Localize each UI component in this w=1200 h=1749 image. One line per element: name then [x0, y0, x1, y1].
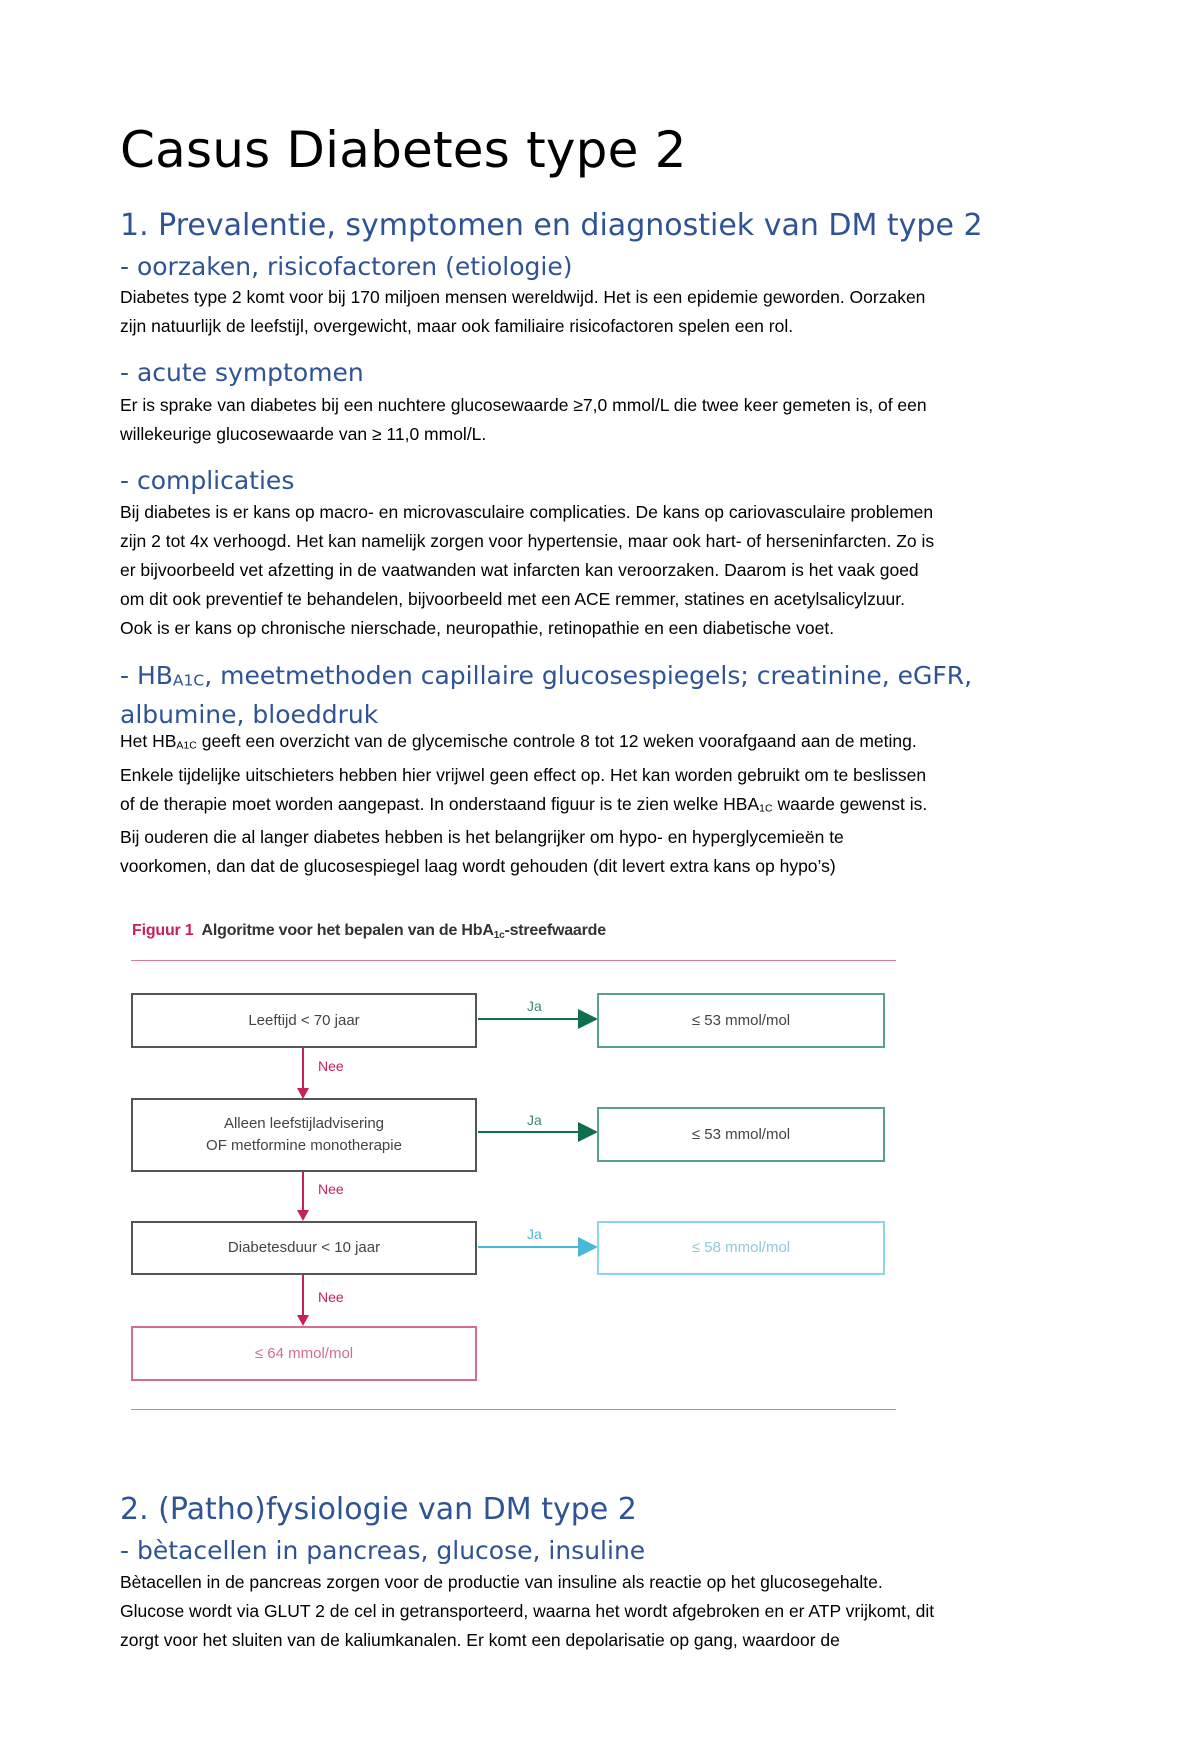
figure-top-rule — [131, 960, 896, 961]
text-line: er bijvoorbeeld vet afzetting in de vaatwanden wat infarcten kan veroorzaken. Daarom is het vaak goed — [120, 560, 919, 580]
subheading-betacellen: - bètacellen in pancreas, glucose, insuline — [120, 1536, 646, 1565]
section-1-heading: 1. Prevalentie, symptomen en diagnostiek van DM type 2 — [120, 208, 983, 243]
target-text: ≤ 53 mmol/mol — [691, 1125, 791, 1143]
condition-box-duration — [131, 1221, 477, 1275]
condition-text: Diabetesduur < 10 jaar — [227, 1239, 381, 1256]
heading-part: , meetmethoden capillaire glucosespiegels; creatinine, eGFR, — [204, 661, 973, 690]
condition-box-therapy — [131, 1098, 477, 1172]
no-label-2: Nee — [318, 1181, 344, 1197]
no-label-1: Nee — [318, 1058, 344, 1074]
target-text: ≤ 64 mmol/mol — [254, 1344, 354, 1362]
target-box-2 — [597, 1107, 885, 1162]
text-line: zijn natuurlijk de leefstijl, overgewicht, maar ook familiaire risicofactoren spelen een rol. — [120, 316, 794, 336]
figure-title: Figuur 1 Algoritme voor het bepalen van de HbA1c-streefwaarde — [132, 922, 606, 941]
text-line: willekeurige glucosewaarde van ≥ 11,0 mmol/L. — [120, 424, 487, 444]
section-2-heading: 2. (Patho)fysiologie van DM type 2 — [120, 1492, 637, 1527]
condition-text: Alleen leefstijladvisering OF metformine monotherapie — [206, 1115, 402, 1154]
text-line: Bij ouderen die al langer diabetes hebben is het belangrijker om hypo- en hyperglycemieën te — [120, 827, 844, 848]
paragraph-etiologie — [120, 283, 1080, 341]
condition-box-age — [131, 993, 477, 1048]
text-line: om dit ook preventief te behandelen, bijvoorbeeld met een ACE remmer, statines en acetylsalicylzuur. — [120, 589, 906, 609]
paragraph-acute-symptomen — [120, 391, 1080, 449]
condition-text: Leeftijd < 70 jaar — [248, 1011, 360, 1029]
target-box-1 — [597, 993, 885, 1048]
heading-part: - HB — [120, 661, 173, 690]
yes-label-2: Ja — [527, 1112, 542, 1128]
heading-part: albumine, bloeddruk — [120, 699, 379, 729]
target-text: ≤ 58 mmol/mol — [691, 1239, 791, 1256]
text-line: zijn 2 tot 4x verhoogd. Het kan namelijk zorgen voor hypertensie, maar ook hart- of herseninfarcten. Zo is — [120, 531, 935, 551]
text-line: Bètacellen in de pancreas zorgen voor de productie van insuline als reactie op het glucosegehalte. — [120, 1572, 883, 1592]
yes-label-3: Ja — [527, 1226, 542, 1242]
text-line: Ook is er kans op chronische nierschade, neuropathie, retinopathie en een diabetische voet. — [120, 618, 835, 638]
subheading-acute-symptomen: - acute symptomen — [120, 358, 364, 387]
subheading-etiologie: - oorzaken, risicofactoren (etiologie) — [120, 252, 573, 281]
no-arrowhead-3 — [297, 1315, 309, 1326]
text-line: Het HBA1C geeft een overzicht van de glycemische controle 8 tot 12 weken voorafgaand aan de meting. — [120, 731, 917, 752]
paragraph-betacellen — [120, 1568, 1080, 1655]
paragraph-complicaties — [120, 498, 1080, 643]
text-line: Glucose wordt via GLUT 2 de cel in getransporteerd, waarna het wordt afgebroken en er ATP vrijkomt, dit — [120, 1601, 935, 1621]
paragraph-hba1c — [120, 727, 1080, 881]
text-line: Diabetes type 2 komt voor bij 170 miljoen mensen wereldwijd. Het is een epidemie geworden. Oorzaken — [120, 287, 926, 307]
text-line: of de therapie moet worden aangepast. In onderstaand figuur is te zien welke HBA1C waarde gewenst is. — [120, 793, 928, 815]
target-text: ≤ 53 mmol/mol — [691, 1011, 791, 1029]
text-line: voorkomen, dan dat de glucosespiegel laag wordt gehouden (dit levert extra kans op hypo’s) — [120, 856, 836, 877]
text-line: Enkele tijdelijke uitschieters hebben hier vrijwel geen effect op. Het kan worden gebruikt om te beslissen — [120, 764, 927, 785]
no-label-3: Nee — [318, 1289, 344, 1305]
document-title: Casus Diabetes type 2 — [120, 121, 687, 179]
figure-bottom-rule — [131, 1409, 896, 1410]
text-line: Er is sprake van diabetes bij een nuchtere glucosewaarde ≥7,0 mmol/L die twee keer gemeten is, of een — [120, 395, 927, 415]
subheading-hba1c — [120, 659, 1020, 732]
target-box-3 — [597, 1221, 885, 1275]
text-line: Bij diabetes is er kans op macro- en microvasculaire complicaties. De kans op cariovasculaire problemen — [120, 502, 934, 522]
figure-label: Figuur 1 — [132, 922, 194, 939]
text-line: zorgt voor het sluiten van de kaliumkanalen. Er komt een depolarisatie op gang, waardoor de — [120, 1630, 840, 1650]
subheading-complicaties: - complicaties — [120, 466, 295, 495]
heading-subscript: A1C — [172, 671, 205, 690]
no-arrowhead-1 — [297, 1088, 309, 1099]
no-arrowhead-2 — [297, 1210, 309, 1221]
fallback-target-box — [131, 1326, 477, 1381]
yes-label-1: Ja — [527, 998, 542, 1014]
